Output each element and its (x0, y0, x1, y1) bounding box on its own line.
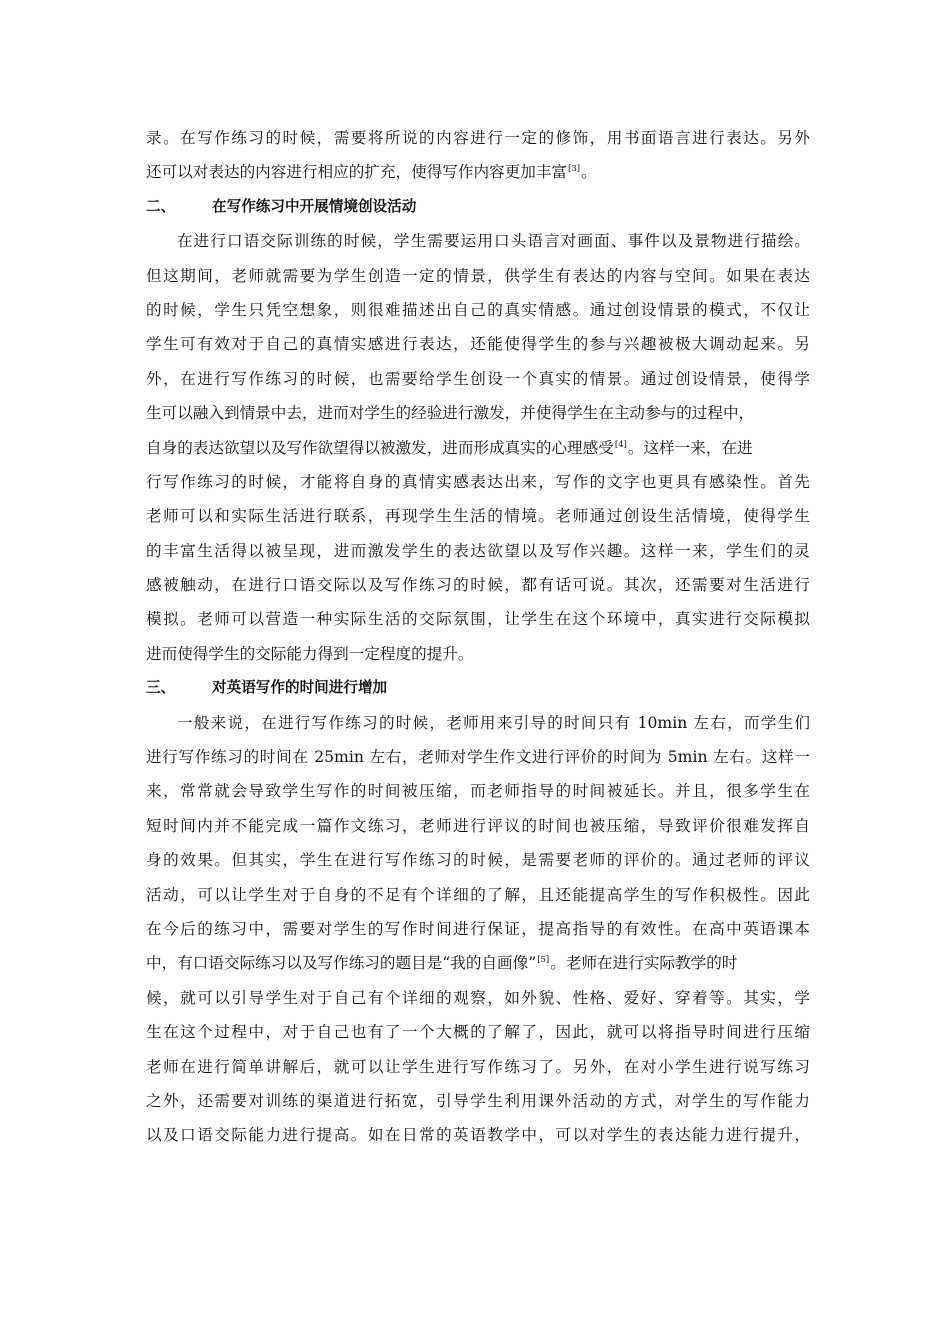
document-page (146, 121, 810, 1153)
paragraph-line: 进而使得学生的交际能力得到一定程度的提升。 (146, 644, 474, 663)
paragraph-line: 但这期间，老师就需要为学生创造一定的情景，供学生有表达的内容与空间。如果在表达 (146, 266, 810, 285)
paragraph-line: 生可以融入到情景中去，进而对学生的经验进行激发，并使得学生在主动参与的过程中， (146, 404, 755, 423)
paragraph-line: 在进行口语交际训练的时候，学生需要运用口头语言对画面、事件以及景物进行描绘。 (177, 232, 810, 251)
paragraph-line: 的时候，学生只凭空想象，则很难描述出自己的真实情感。通过创设情景的模式，不仅让 (146, 300, 810, 319)
paragraph-text: 。老师在进行实际教学的时 (550, 954, 738, 973)
paragraph-line: 身的效果。但其实，学生在进行写作练习的时候，是需要老师的评价的。通过老师的评议 (146, 851, 810, 870)
section-number: 二、 (146, 197, 176, 215)
paragraph-line: 以及口语交际能力进行提高。如在日常的英语教学中，可以对学生的表达能力进行提升， (146, 1126, 810, 1145)
citation-ref: [3] (568, 164, 581, 175)
section-title: 对英语写作的时间进行增加 (212, 679, 388, 697)
paragraph-text: 中，有口语交际练习以及写作练习的题目是“我的自画像” (146, 954, 537, 973)
paragraph-line: 感被触动，在进行口语交际以及写作练习的时候，都有话可说。其次，还需要对生活进行 (146, 576, 810, 595)
section-heading (146, 671, 810, 705)
paragraph-line: 一般来说，在进行写作练习的时候，老师用来引导的时间只有 10min 左右，而学生们 (177, 713, 810, 732)
paragraph-line: 短时间内并不能完成一篇作文练习，老师进行评议的时间也被压缩，导致评价很难发挥自 (146, 816, 810, 835)
paragraph-line: 之外，还需要对训练的渠道进行拓宽，引导学生利用课外活动的方式，对学生的写作能力 (146, 1091, 810, 1110)
paragraph-line: 录。在写作练习的时候，需要将所说的内容进行一定的修饰，用书面语言进行表达。另外 (146, 129, 810, 147)
citation-ref: [5] (537, 955, 550, 966)
paragraph-line: 进行写作练习的时间在 25min 左右，老师对学生作文进行评价的时间为 5min 左右。这样一 (146, 748, 810, 767)
paragraph-line: 老师可以和实际生活进行联系，再现学生生活的情境。老师通过创设生活情境，使得学生 (146, 507, 810, 526)
paragraph-line: 活动，可以让学生对于自身的不足有个详细的了解，且还能提高学生的写作积极性。因此 (146, 885, 810, 904)
citation-ref: [4] (614, 439, 627, 450)
paragraph-line: 在今后的练习中，需要对学生的写作时间进行保证，提高指导的有效性。在高中英语课本 (146, 919, 810, 938)
paragraph-text: 。 (581, 163, 597, 182)
paragraph-text: 还可以对表达的内容进行相应的扩充，使得写作内容更加丰富 (146, 163, 568, 182)
paragraph-line: 老师在进行简单讲解后，就可以让学生进行写作练习了。另外，在对小学生进行说写练习 (146, 1057, 810, 1076)
paragraph-line: 外，在进行写作练习的时候，也需要给学生创设一个真实的情景。通过创设情景，使得学 (146, 369, 810, 388)
paragraph-line: 的丰富生活得以被呈现，进而激发学生的表达欲望以及写作兴趣。这样一来，学生们的灵 (146, 541, 810, 560)
paragraph-line: 学生可有效对于自己的真情实感进行表达，还能使得学生的参与兴趣被极大调动起来。另 (146, 335, 810, 354)
paragraph-line: 来，常常就会导致学生写作的时间被压缩，而老师指导的时间被延长。并且，很多学生在 (146, 782, 810, 801)
paragraph-line: 生在这个过程中，对于自己也有了一个大概的了解了，因此，就可以将指导时间进行压缩 (146, 1023, 810, 1042)
paragraph-text: 。这样一来，在进 (627, 438, 753, 457)
paragraph-line: 行写作练习的时候，才能将自身的真情实感表达出来，写作的文字也更具有感染性。首先 (146, 472, 810, 491)
paragraph-line (146, 155, 810, 189)
section-heading (146, 190, 810, 224)
paragraph-text: 自身的表达欲望以及写作欲望得以被激发，进而形成真实的心理感受 (146, 438, 614, 457)
paragraph-line (146, 946, 810, 980)
section-number: 三、 (146, 679, 176, 697)
paragraph-line: 候，就可以引导学生对于自己有个详细的观察，如外貌、性格、爱好、穿着等。其实，学 (146, 988, 810, 1007)
paragraph-line (146, 431, 810, 465)
paragraph-line: 模拟。老师可以营造一种实际生活的交际氛围，让学生在这个环境中，真实进行交际模拟 (146, 610, 810, 629)
section-title: 在写作练习中开展情境创设活动 (212, 197, 417, 215)
